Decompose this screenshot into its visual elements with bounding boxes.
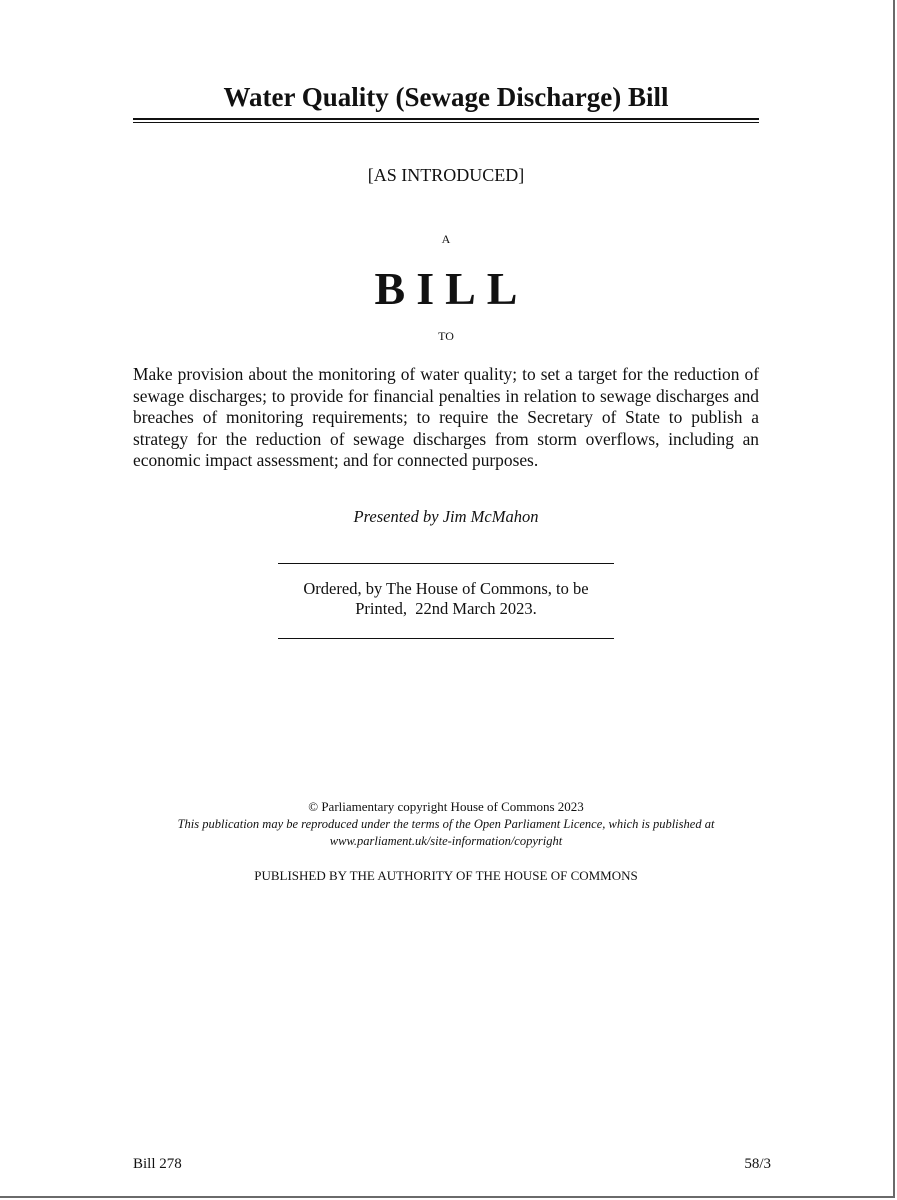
ordered-line-2: Printed, 22nd March 2023. [355,599,537,618]
licence-notice [133,816,759,850]
ordered-notice [278,579,614,619]
presented-by: Presented by Jim McMahon [353,507,539,526]
page-reference: 58/3 [744,1156,771,1172]
heading-to: TO [438,329,454,343]
licence-line-1: This publication may be reproduced under the terms of the Open Parliament Licence, which is published at [177,817,715,831]
bill-status: [AS INTRODUCED] [367,165,525,185]
title-double-rule [133,118,759,123]
heading-a: A [441,232,451,246]
bill-number: Bill 278 [133,1156,182,1172]
licence-line-2: www.parliament.uk/site-information/copyright [329,834,563,848]
published-authority: PUBLISHED BY THE AUTHORITY OF THE HOUSE OF COMMONS [254,868,638,883]
copyright-line: © Parliamentary copyright House of Commons 2023 [308,799,584,814]
long-title: Make provision about the monitoring of water quality; to set a target for the reduction of sewage discharges; to provide for financial penalties in relation to sewage discharges and breaches of monitoring requirements; to require the Secretary of State to publish a strategy for the reduction of sewage discharges from storm overflows, including an economic impact assessment; and for connected purposes. [133,364,759,470]
heading-bill: BILL [374,263,529,314]
ordered-top-rule [278,563,614,564]
ordered-line-1: Ordered, by The House of Commons, to be [303,579,589,598]
bill-title: Water Quality (Sewage Discharge) Bill [223,82,669,112]
ordered-bottom-rule [278,638,614,639]
